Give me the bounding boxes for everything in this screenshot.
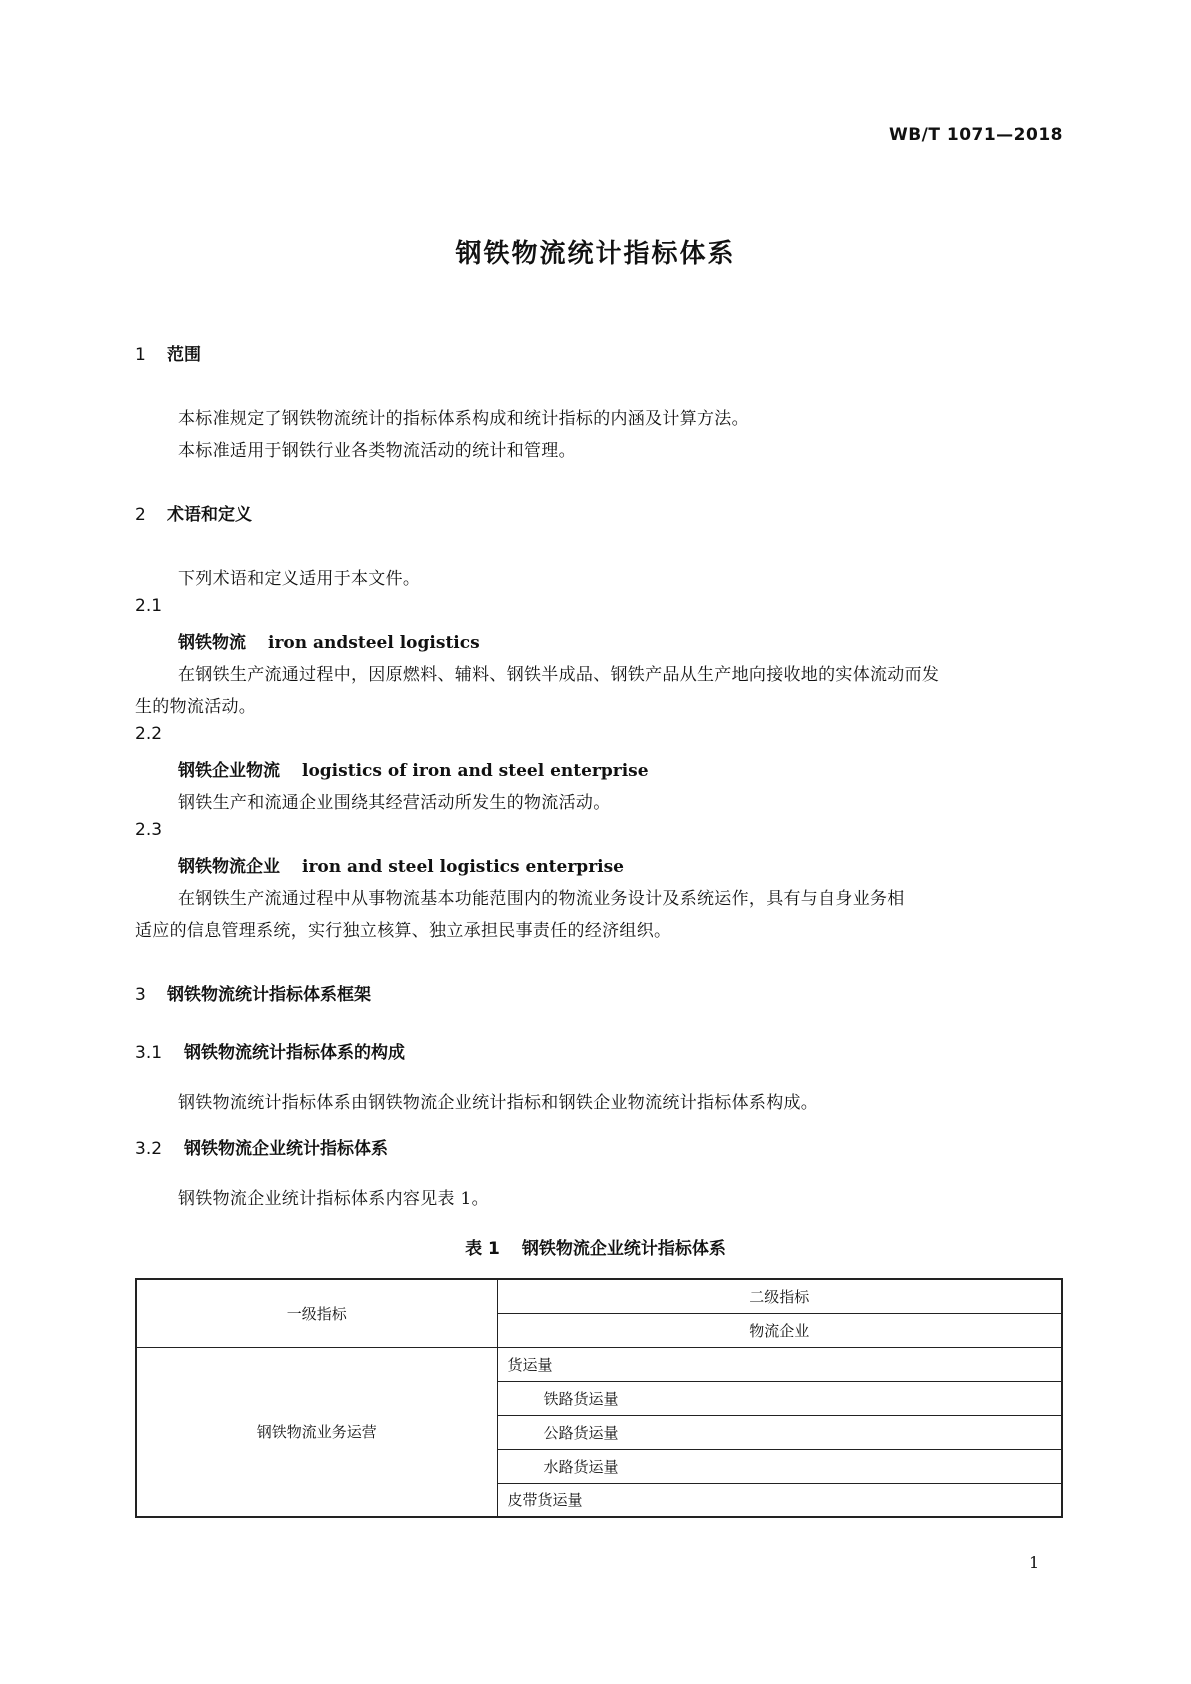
subsection-number: 3.2 bbox=[135, 1139, 163, 1159]
section-number: 3 bbox=[135, 985, 146, 1005]
section-title: 范围 bbox=[167, 345, 201, 365]
term-en: logistics of iron and steel enterprise bbox=[302, 761, 649, 781]
term-number: 2.1 bbox=[135, 596, 163, 616]
term-number: 2.2 bbox=[135, 724, 163, 744]
header-level2: 二级指标 bbox=[497, 1279, 1062, 1313]
table-header-row bbox=[136, 1279, 1062, 1313]
subsection-title: 钢铁物流企业统计指标体系 bbox=[184, 1139, 388, 1159]
term-cn: 钢铁物流 bbox=[178, 633, 246, 653]
term-number: 2.3 bbox=[135, 820, 163, 840]
subsection-3-2-heading bbox=[135, 1134, 388, 1159]
term-heading bbox=[178, 628, 480, 653]
term-definition: 在钢铁生产流通过程中，因原燃料、辅料、钢铁半成品、钢铁产品从生产地向接收地的实体流动而发 bbox=[178, 665, 940, 685]
subsection-title: 钢铁物流统计指标体系的构成 bbox=[184, 1043, 405, 1063]
section-title: 术语和定义 bbox=[167, 505, 252, 525]
table-row bbox=[136, 1347, 1062, 1381]
table-cell: 皮带货运量 bbox=[497, 1483, 1062, 1517]
paragraph: 本标准规定了钢铁物流统计的指标体系构成和统计指标的内涵及计算方法。 bbox=[178, 409, 749, 429]
section-number: 1 bbox=[135, 345, 146, 365]
paragraph: 下列术语和定义适用于本文件。 bbox=[178, 569, 421, 589]
group-cell: 钢铁物流业务运营 bbox=[136, 1347, 497, 1517]
term-definition: 适应的信息管理系统，实行独立核算、独立承担民事责任的经济组织。 bbox=[135, 921, 672, 941]
header-level2-sub: 物流企业 bbox=[497, 1313, 1062, 1347]
header-level1: 一级指标 bbox=[136, 1279, 497, 1347]
section-number: 2 bbox=[135, 505, 146, 525]
paragraph: 钢铁物流企业统计指标体系内容见表 1。 bbox=[178, 1189, 489, 1209]
page-title: 钢铁物流统计指标体系 bbox=[455, 239, 736, 269]
indicator-table bbox=[135, 1278, 1063, 1518]
term-cn: 钢铁企业物流 bbox=[178, 761, 280, 781]
paragraph: 钢铁物流统计指标体系由钢铁物流企业统计指标和钢铁企业物流统计指标体系构成。 bbox=[178, 1093, 819, 1113]
table-cell: 公路货运量 bbox=[497, 1415, 1062, 1449]
table-caption-number: 表 1 bbox=[465, 1239, 500, 1259]
table-caption bbox=[0, 1234, 1191, 1259]
table-cell: 铁路货运量 bbox=[497, 1381, 1062, 1415]
table-caption-title: 钢铁物流企业统计指标体系 bbox=[521, 1239, 726, 1259]
paragraph: 本标准适用于钢铁行业各类物流活动的统计和管理。 bbox=[178, 441, 576, 461]
table-cell: 货运量 bbox=[497, 1347, 1062, 1381]
section-3-heading bbox=[135, 980, 371, 1005]
section-1-heading bbox=[135, 340, 201, 365]
term-en: iron and steel logistics enterprise bbox=[302, 857, 624, 877]
subsection-3-1-heading bbox=[135, 1038, 405, 1063]
term-definition: 在钢铁生产流通过程中从事物流基本功能范围内的物流业务设计及系统运作，具有与自身业务相 bbox=[178, 889, 905, 909]
section-title: 钢铁物流统计指标体系框架 bbox=[167, 985, 371, 1005]
standard-code: WB/T 1071—2018 bbox=[888, 125, 1063, 145]
term-heading bbox=[178, 756, 649, 781]
term-en: iron andsteel logistics bbox=[268, 633, 480, 653]
page-number: 1 bbox=[1029, 1553, 1040, 1572]
term-heading bbox=[178, 852, 624, 877]
subsection-number: 3.1 bbox=[135, 1043, 163, 1063]
section-2-heading bbox=[135, 500, 252, 525]
table-cell: 水路货运量 bbox=[497, 1449, 1062, 1483]
term-definition: 生的物流活动。 bbox=[135, 697, 257, 717]
term-cn: 钢铁物流企业 bbox=[178, 857, 280, 877]
term-definition: 钢铁生产和流通企业围绕其经营活动所发生的物流活动。 bbox=[178, 793, 611, 813]
